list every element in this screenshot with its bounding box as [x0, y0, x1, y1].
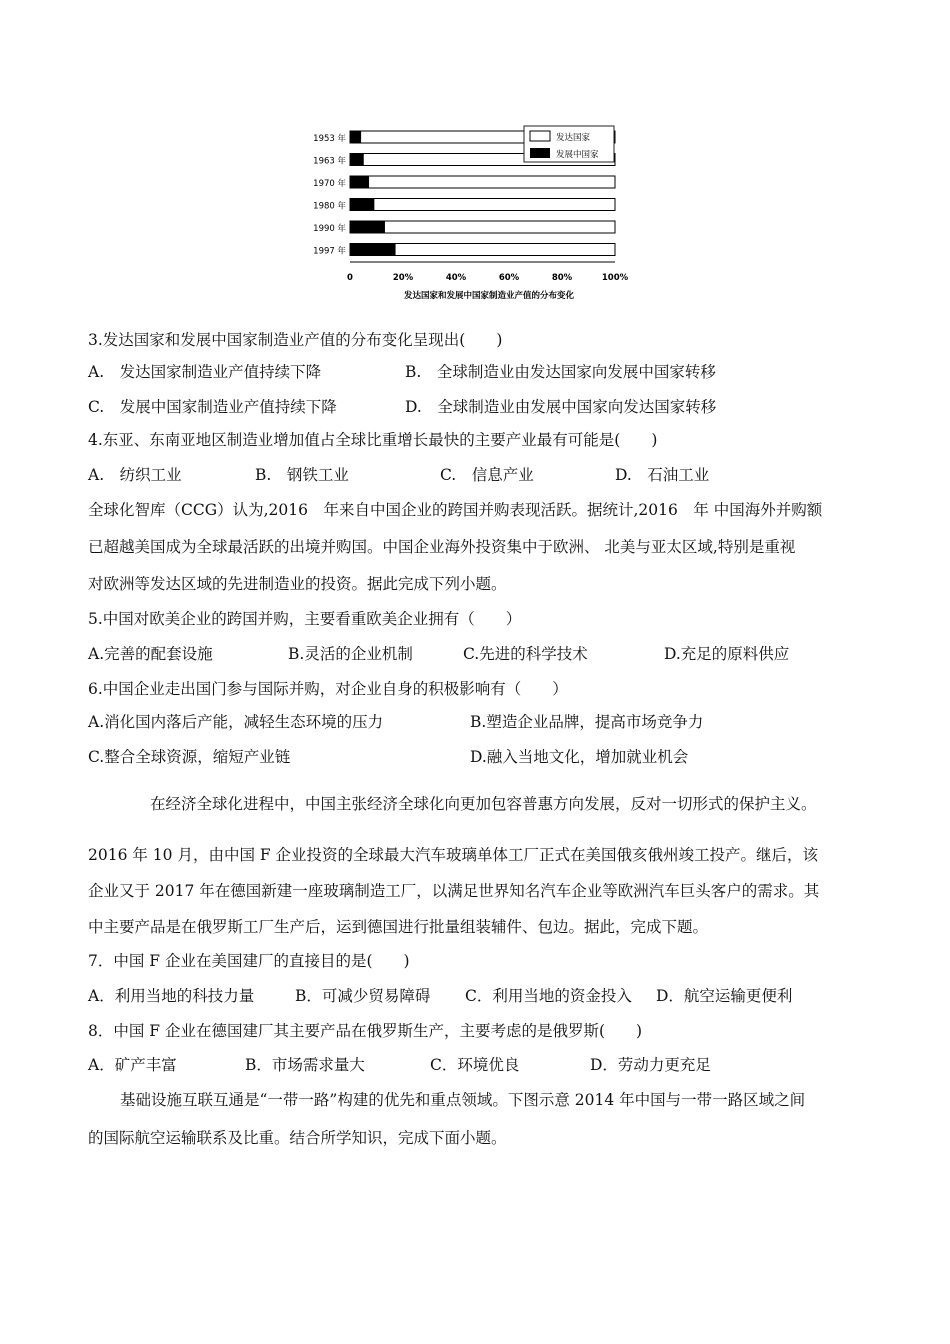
q6-stem: 6.中国企业走出国门参与国际并购，对企业自身的积极影响有（ ） — [88, 680, 568, 698]
q4-option-d[interactable]: D. 石油工业 — [615, 466, 710, 484]
bar-developing-5 — [350, 244, 395, 256]
chart-title: 发达国家和发展中国家制造业产值的分布变化 — [403, 291, 575, 301]
q8-stem: 8．中国 F 企业在德国建厂其主要产品在俄罗斯生产，主要考虑的是俄罗斯( ) — [88, 1022, 643, 1040]
passage2-line-3: 企业又于 2017 年在德国新建一座玻璃制造工厂，以满足世界知名汽车企业等欧洲汽车巨头客户的需求。其 — [88, 882, 820, 900]
q7-option-d[interactable]: D．航空运输更便利 — [656, 987, 793, 1005]
legend-label-developing: 发展中国家 — [556, 150, 599, 160]
passage2-line-1: 在经济全球化进程中，中国主张经济全球化向更加包容普惠方向发展，反对一切形式的保护主义。 — [150, 795, 817, 813]
q7-option-a[interactable]: A．利用当地的科技力量 — [88, 987, 255, 1005]
x-tick-1: 20% — [392, 273, 414, 283]
bar-developed-3 — [374, 199, 615, 211]
y-label-3: 1980 年 — [313, 201, 346, 212]
q6-option-a[interactable]: A.消化国内落后产能，减轻生态环境的压力 — [88, 713, 384, 731]
q8-option-d[interactable]: D．劳动力更充足 — [590, 1056, 711, 1074]
bar-developing-2 — [350, 176, 369, 188]
y-label-5: 1997 年 — [313, 246, 346, 257]
q5-option-b[interactable]: B.灵活的企业机制 — [288, 645, 413, 663]
passage2-line-4: 中主要产品是在俄罗斯工厂生产后，运到德国进行批量组装辅件、包边。据此，完成下题。 — [88, 918, 709, 936]
y-label-2: 1970 年 — [313, 179, 346, 189]
passage1-line-1: 全球化智库（CCG）认为,2016 年来自中国企业的跨国并购表现活跃。据统计,2016 年 中国海外并购额 — [88, 501, 823, 519]
q5-option-d[interactable]: D.充足的原料供应 — [664, 645, 790, 663]
manufacturing-distribution-chart — [300, 120, 640, 310]
bar-developed-4 — [384, 221, 615, 233]
q3-stem: 3.发达国家和发展中国家制造业产值的分布变化呈现出( ) — [88, 331, 503, 349]
q5-stem: 5.中国对欧美企业的跨国并购，主要看重欧美企业拥有（ ） — [88, 610, 522, 628]
legend-label-developed: 发达国家 — [556, 133, 591, 143]
passage3-line-1: 基础设施互联互通是“一带一路”构建的优先和重点领域。下图示意 2014 年中国与一带一路区域之间 — [120, 1091, 806, 1109]
q8-option-a[interactable]: A．矿产丰富 — [88, 1056, 177, 1074]
passage3-line-2: 的国际航空运输联系及比重。结合所学知识，完成下面小题。 — [88, 1129, 507, 1147]
q6-option-d[interactable]: D.融入当地文化，增加就业机会 — [470, 748, 689, 766]
q4-option-a[interactable]: A. 纺织工业 — [88, 466, 182, 484]
y-label-0: 1953 年 — [313, 134, 346, 144]
passage1-line-2: 已超越美国成为全球最活跃的出境并购国。中国企业海外投资集中于欧洲、 北美与亚太区域,特别是重视 — [88, 538, 796, 556]
q8-option-b[interactable]: B．市场需求量大 — [245, 1056, 365, 1074]
chart-x-ticks — [347, 262, 629, 283]
q6-option-c[interactable]: C.整合全球资源，缩短产业链 — [88, 748, 291, 766]
bar-developing-3 — [350, 199, 374, 211]
q3-option-a[interactable]: A. 发达国家制造业产值持续下降 — [88, 363, 322, 381]
q4-option-b[interactable]: B. 钢铁工业 — [255, 466, 349, 484]
passage1-line-3: 对欧洲等发达区域的先进制造业的投资。据此完成下列小题。 — [88, 575, 507, 593]
q3-option-b[interactable]: B. 全球制造业由发达国家向发展中国家转移 — [405, 363, 716, 381]
q7-option-c[interactable]: C．利用当地的资金投入 — [465, 987, 632, 1005]
bar-developed-5 — [395, 244, 615, 256]
q7-stem: 7．中国 F 企业在美国建厂的直接目的是( ) — [88, 952, 410, 970]
x-tick-3: 60% — [498, 273, 520, 283]
bar-developing-1 — [350, 154, 363, 166]
x-tick-0: 0 — [347, 273, 353, 283]
q5-option-a[interactable]: A.完善的配套设施 — [88, 645, 213, 663]
y-label-1: 1963 年 — [313, 156, 346, 167]
q6-option-b[interactable]: B.塑造企业品牌，提高市场竞争力 — [470, 713, 704, 731]
x-tick-5: 100% — [601, 273, 629, 283]
passage2-line-2: 2016 年 10 月，由中国 F 企业投资的全球最大汽车玻璃单体工厂正式在美国俄亥俄州竣工投产。继后，该 — [88, 846, 819, 864]
chart-legend — [524, 126, 614, 162]
legend-swatch-developed — [530, 131, 550, 141]
legend-swatch-developing — [530, 148, 550, 158]
chart-y-labels — [313, 133, 346, 257]
x-tick-4: 80% — [551, 273, 573, 283]
bar-developing-0 — [350, 131, 361, 143]
q3-option-d[interactable]: D. 全球制造业由发展中国家向发达国家转移 — [405, 398, 717, 416]
x-tick-2: 40% — [445, 273, 467, 283]
q5-option-c[interactable]: C.先进的科学技术 — [463, 645, 588, 663]
q7-option-b[interactable]: B．可减少贸易障碍 — [295, 987, 431, 1005]
bar-developed-2 — [369, 176, 615, 188]
q4-stem: 4.东亚、东南亚地区制造业增加值占全球比重增长最快的主要产业最有可能是( ) — [88, 431, 658, 449]
y-label-4: 1990 年 — [313, 224, 346, 234]
q8-option-c[interactable]: C．环境优良 — [430, 1056, 520, 1074]
q4-option-c[interactable]: C. 信息产业 — [440, 466, 534, 484]
bar-developing-4 — [350, 221, 384, 233]
q3-option-c[interactable]: C. 发展中国家制造业产值持续下降 — [88, 398, 337, 416]
